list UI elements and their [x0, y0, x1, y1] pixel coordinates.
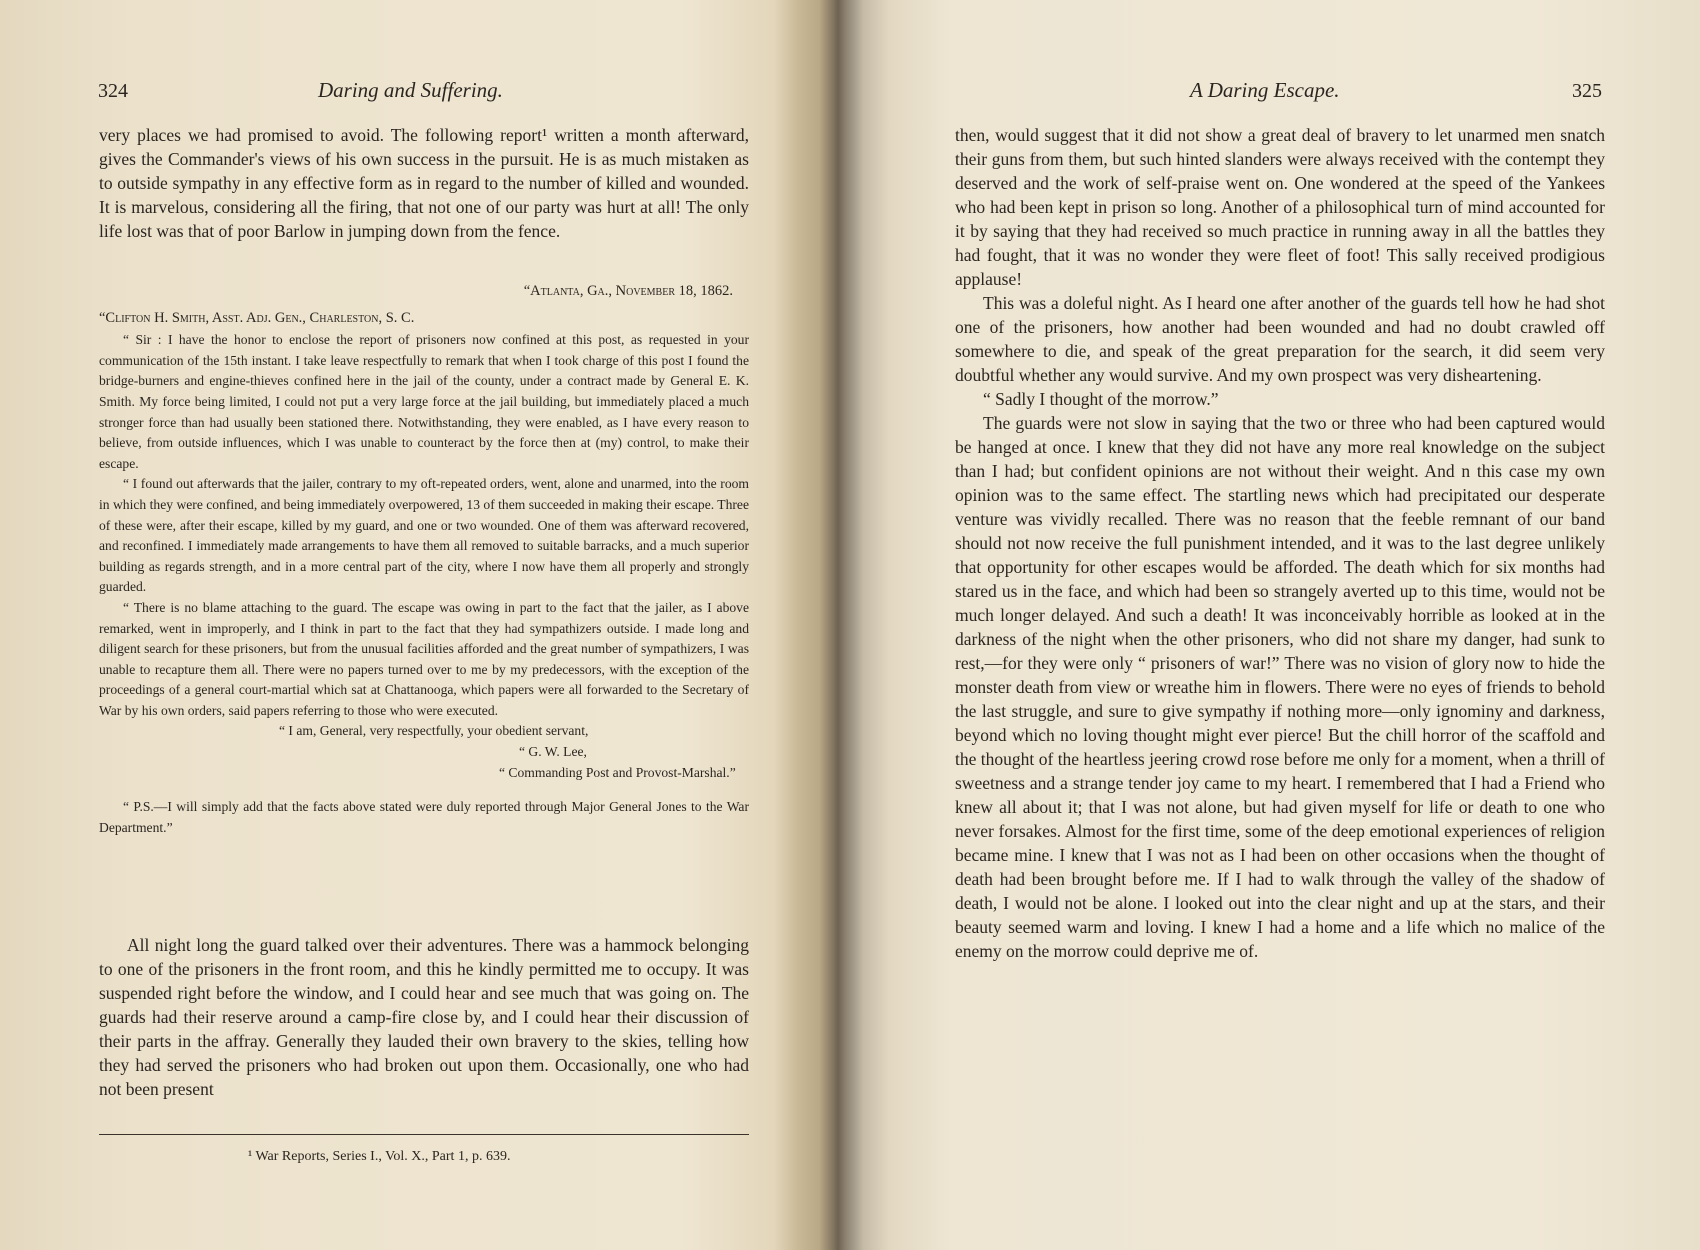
report-letter — [99, 281, 749, 838]
footnote: ¹ War Reports, Series I., Vol. X., Part 1, p. 639. — [248, 1149, 511, 1164]
letter-signature: “ G. W. Lee, — [519, 744, 587, 760]
paragraph: This was a doleful night. As I heard one after another of the guards tell how he had shot one of the prisoners, how another had been wounded and had no doubt crawled off somewhere to die, and speak of the great preparation for the search, it did seem very doubtful whether any would survive. And my own prospect was very disheartening. — [955, 293, 1605, 385]
letter-paragraph: “ Sir : I have the honor to enclose the report of prisoners now confined at this post, as requested in your communication of the 15th instant. I take leave respectfully to remark that when I took charge of this post I found the bridge-burners and engine-thieves confined here in the jail of the county, under a contract made by General E. K. Smith. My force being limited, I could not put a very large force at the jail building, but immediately placed a much stronger force than had usually been stationed there. Notwithstanding, they were enabled, as I have every reason to believe, from outside influences, which I was unable to counteract by the force then at (my) control, to make their escape. — [99, 332, 749, 471]
paragraph: then, would suggest that it did not show a great deal of bravery to let unarmed men snatch their guns from them, but such hinted slanders were always received with the contempt they deserved and the work of self-praise went on. One wondered at the speed of the Yankees who had been kept in prison so long. Another of a philosophical turn of mind accounted for it by saying that they had received so much practice in running away in all the battles they had fought, that it was no wonder they were fleet of foot! This sally received prodigious applause! — [955, 125, 1605, 289]
letter-closing: “ I am, General, very respectfully, your obedient servant, — [279, 723, 589, 739]
footnote-rule — [99, 1134, 749, 1135]
letter-title: “ Commanding Post and Provost-Marshal.” — [499, 764, 736, 780]
addressee: “Clifton H. Smith, Asst. Adj. Gen., Charleston, S. C. — [99, 309, 415, 326]
paragraph: The guards were not slow in saying that the two or three who had been captured would be hanged at once. I knew that they did not have any more real knowledge on the subject than I had; but confident opinions are not without their weight. And n this case my own opinion was to the same effect. The startling news which had precipitated our desperate venture was vividly recalled. There was no reason that the feeble remnant of our band should not now receive the full punishment intended, and it was to the last degree unlikely that opportunity for other escapes would be afforded. The death which for six months had stared us in the face, and which had been so strangely averted up to this time, would not be much longer delayed. And such a death! It was inconceivably horrible as looked at in the darkness of the night when the other prisoners, who did not share my danger, had sunk to rest,—for they were only “ prisoners of war!” There was no vision of glory now to hide the monster death from view or wreathe him in flowers. There were no eyes of friends to behold the last struggle, and sure to give sympathy if nothing more—only ignominy and darkness, beyond which no loving thought might ever pierce! But the chill horror of the scaffold and the thought of the heartless jeering crowd rose before me only for a moment, when a thrill of sweetness and a strange tender joy came to my heart. I remembered that I had a Friend who knew all about it; that I was not alone, but had given myself for life or death to one who never forsakes. Almost for the first time, some of the deep emotional experiences of religion became mine. I knew that I was not as I had been on other occasions when the thought of death had been brought before me. If I had to walk through the valley of the shadow of death, I would not be alone. I looked out into the clear night and up at the stars, and their beauty seemed warm and loving. I knew I had a home and a life which no malice of the enemy on the morrow could deprive me of. — [955, 413, 1605, 961]
letter-paragraph: “ There is no blame attaching to the guard. The escape was owing in part to the fact that the jailer, as I above remarked, went in improperly, and I think in part to the fact that they had sympathizers outside. I made long and diligent search for these prisoners, but from the unusual facilities afforded and the great number of sympathizers, I was unable to recapture them all. There were no papers turned over to me by my predecessors, with the exception of the proceedings of a general court-martial which sat at Chattanooga, which papers were all forwarded to the Secretary of War by his own orders, said papers referring to those who were executed. — [99, 599, 749, 718]
page-number: 324 — [98, 80, 128, 102]
intro-text — [99, 123, 749, 243]
paragraph: “ Sadly I thought of the morrow.” — [983, 389, 1219, 409]
running-head: Daring and Suffering. — [318, 78, 503, 102]
left-page — [0, 0, 820, 1250]
final-paragraph: All night long the guard talked over their adventures. There was a hammock belonging to one of the prisoners in the front room, and this he kindly permitted me to occupy. It was suspended right before the window, and I could hear and see much that was going on. The guards had their reserve around a camp-fire close by, and I could hear their discussion of their parts in the affray. Generally they lauded their own bravery to the skies, telling how they had served the prisoners who had broken out upon them. Occasionally, one who had not been present — [99, 935, 749, 1099]
postscript: “ P.S.—I will simply add that the facts above stated were duly reported through Major General Jones to the War Department.” — [99, 799, 749, 835]
page-number: 325 — [1572, 80, 1602, 102]
dateline: “Atlanta, Ga., November 18, 1862. — [523, 283, 733, 299]
right-page — [860, 0, 1700, 1250]
closing-text — [99, 933, 749, 1101]
right-text — [955, 123, 1605, 963]
running-head: A Daring Escape. — [1190, 78, 1340, 102]
letter-paragraph: “ I found out afterwards that the jailer, contrary to my oft-repeated orders, went, alone and unarmed, into the room in which they were confined, and being immediately overpowered, 13 of them succeeded in making their escape. Three of these were, after their escape, killed by my guard, and one or two wounded. One of them was afterward recovered, and reconfined. I immediately made arrangements to have them all removed to suitable barracks, and a much superior building as regards strength, and in a more central part of the city, where I now have them all properly and strongly guarded. — [99, 476, 749, 595]
intro-paragraph: very places we had promised to avoid. The following report¹ written a month afterward, gives the Commander's views of his own success in the pursuit. He is as much mistaken as to outside sympathy in any effective form as in regard to the number of killed and wounded. It is marvelous, considering all the firing, that not one of our party was hurt at all! The only life lost was that of poor Barlow in jumping down from the fence. — [99, 125, 749, 241]
